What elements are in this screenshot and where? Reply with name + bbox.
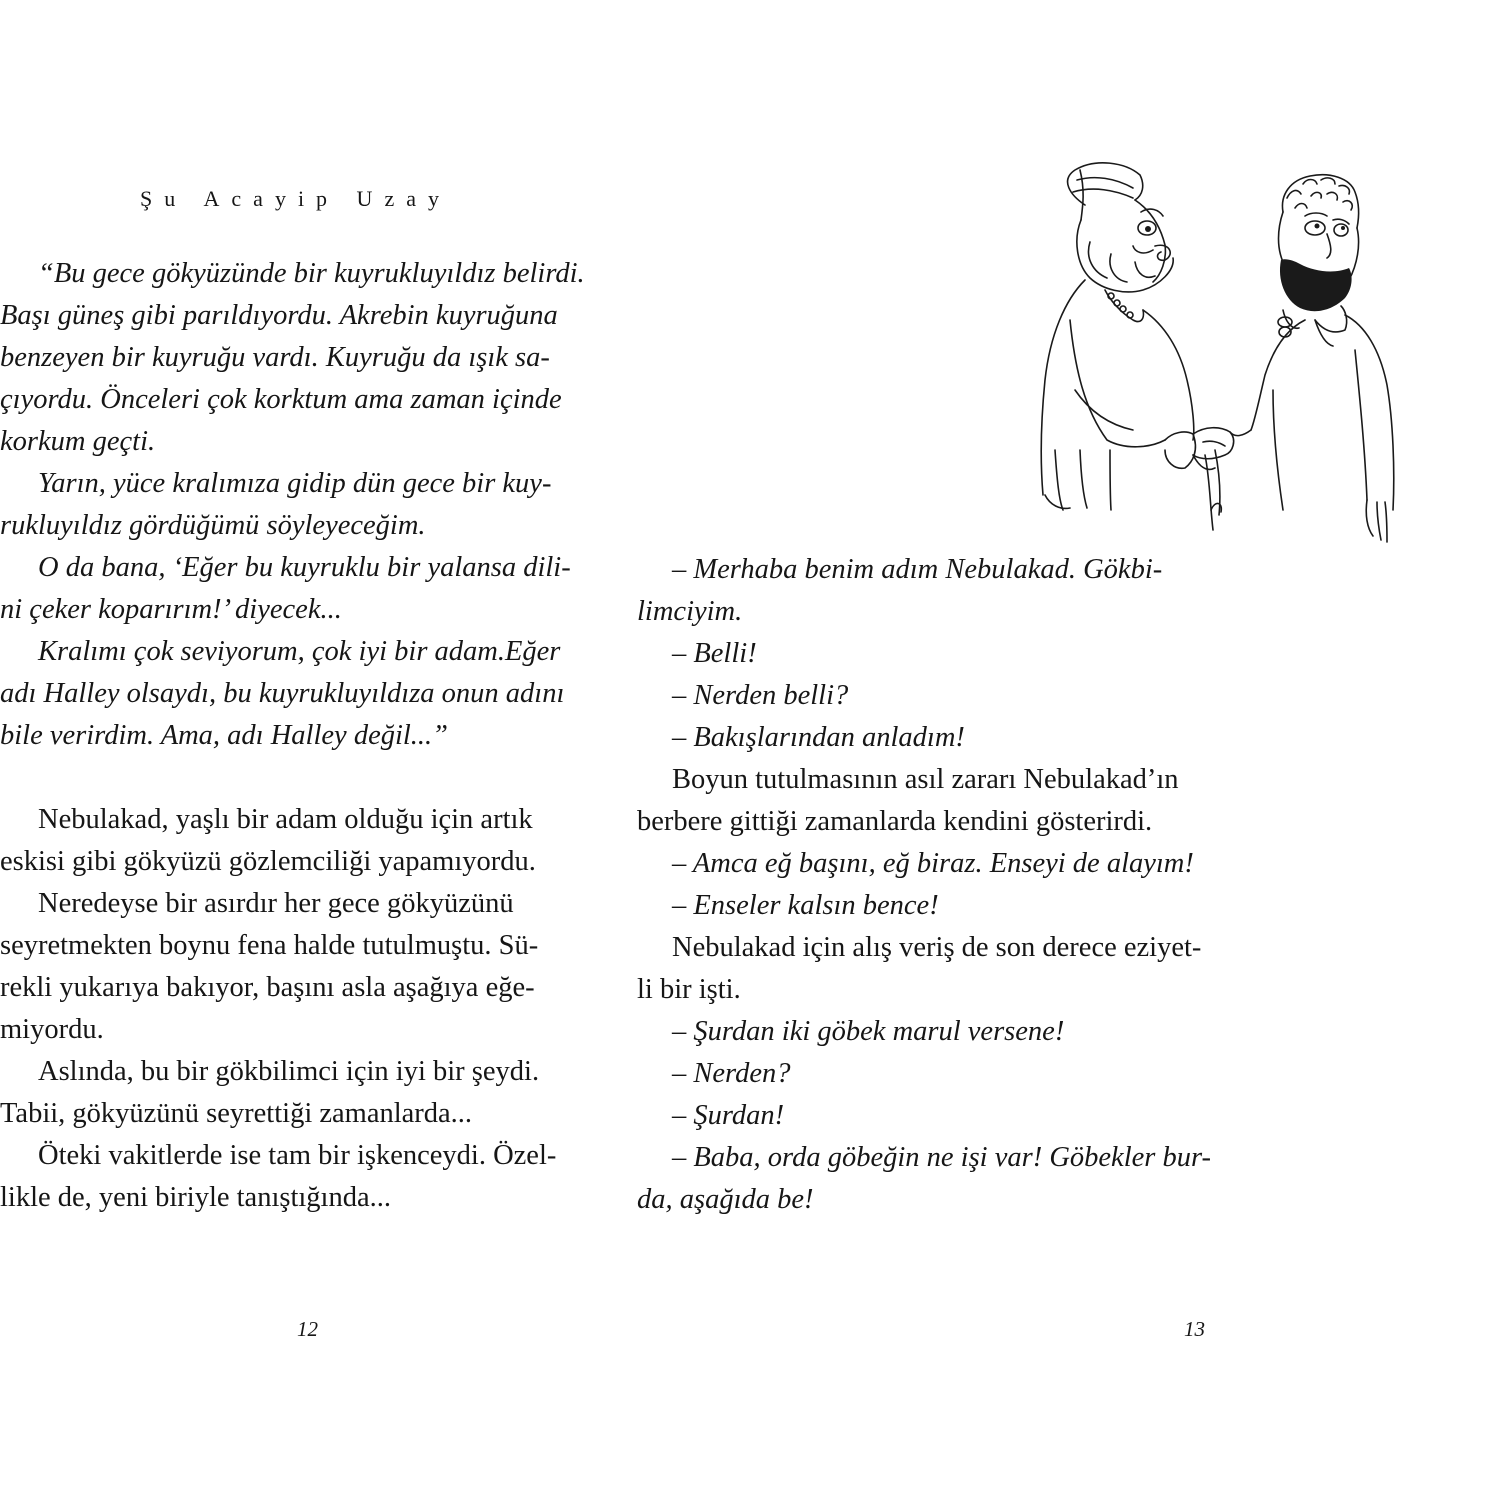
text-line: – Baba, orda göbeğin ne işi var! Göbekler bur- [672, 1142, 1211, 1173]
text-line: – Merhaba benim adım Nebulakad. Gökbi- [672, 554, 1163, 585]
text-line: – Nerden? [672, 1058, 791, 1089]
text-line: rekli yukarıya bakıyor, başını asla aşağıya eğe- [0, 972, 535, 1003]
running-header: Şu Acayip Uzay [140, 186, 451, 211]
text-line: Neredeyse bir asırdır her gece gökyüzünü [38, 888, 514, 919]
text-line: – Belli! [672, 638, 757, 669]
two-men-shaking-hands-icon [1015, 150, 1405, 555]
text-line: – Nerden belli? [672, 680, 849, 711]
text-line: Yarın, yüce kralımıza gidip dün gece bir kuy- [38, 468, 552, 499]
text-line: – Bakışlarından anladım! [672, 722, 965, 753]
text-line: – Şurdan! [672, 1100, 785, 1131]
text-line: O da bana, ‘Eğer bu kuyruklu bir yalansa dili- [38, 552, 571, 583]
text-line: “Bu gece gökyüzünde bir kuyrukluyıldız belirdi. [38, 258, 585, 289]
page-number: 13 [1184, 1317, 1205, 1341]
text-line: adı Halley olsaydı, bu kuyrukluyıldıza onun adını [0, 678, 565, 709]
text-line: benzeyen bir kuyruğu vardı. Kuyruğu da ışık sa- [0, 342, 550, 373]
text-line: likle de, yeni biriyle tanıştığında... [0, 1182, 391, 1213]
text-line: Başı güneş gibi parıldıyordu. Akrebin kuyruğuna [0, 300, 558, 331]
text-line: berbere gittiği zamanlarda kendini gösterirdi. [637, 806, 1153, 837]
text-line: Nebulakad için alış veriş de son derece eziyet- [672, 932, 1202, 963]
page-number: 12 [297, 1317, 318, 1341]
text-line: – Amca eğ başını, eğ biraz. Enseyi de alayım! [672, 848, 1194, 879]
text-line: Kralımı çok seviyorum, çok iyi bir adam.Eğer [38, 636, 561, 667]
text-line: Tabii, gökyüzünü seyrettiği zamanlarda... [0, 1098, 473, 1129]
right-page [637, 0, 1500, 1500]
text-line: Aslında, bu bir gökbilimci için iyi bir şeydi. [38, 1056, 540, 1087]
text-line: rukluyıldız gördüğümü söyleyeceğim. [0, 510, 426, 541]
text-line: bile verirdim. Ama, adı Halley değil...” [0, 720, 449, 751]
text-line: eskisi gibi gökyüzü gözlemciliği yapamıyordu. [0, 846, 536, 877]
text-line: seyretmekten boynu fena halde tutulmuştu. Sü- [0, 930, 539, 961]
text-line: Öteki vakitlerde ise tam bir işkenceydi. Özel- [38, 1140, 557, 1171]
text-line: ni çeker koparırım!’ diyecek... [0, 594, 342, 625]
text-line: korkum geçti. [0, 426, 156, 457]
text-line: Boyun tutulmasının asıl zararı Nebulakad’ın [672, 764, 1179, 795]
text-line: Nebulakad, yaşlı bir adam olduğu için artık [38, 804, 533, 835]
text-line: – Enseler kalsın bence! [672, 890, 939, 921]
text-line: çıyordu. Önceleri çok korktum ama zaman içinde [0, 384, 562, 415]
text-line: miyordu. [0, 1014, 104, 1045]
text-line: li bir işti. [637, 974, 741, 1005]
text-line: – Şurdan iki göbek marul versene! [672, 1016, 1065, 1047]
text-line: limciyim. [637, 596, 743, 627]
text-line: da, aşağıda be! [637, 1184, 814, 1215]
